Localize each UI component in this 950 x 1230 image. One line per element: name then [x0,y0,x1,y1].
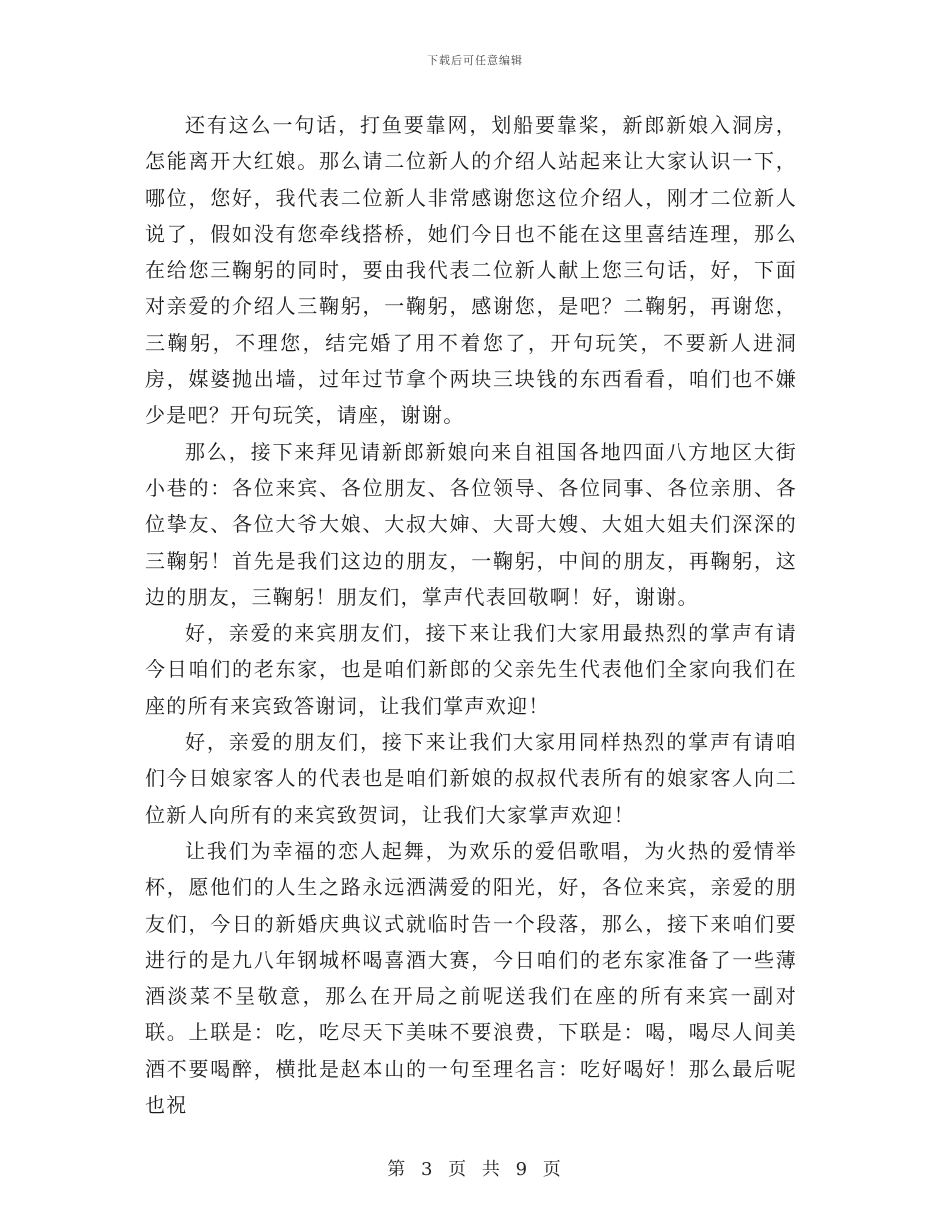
paragraph-father-speech: 好，亲爱的来宾朋友们，接下来让我们大家用最热烈的掌声有请今日咱们的老东家，也是咱们新郎的父亲先生代表他们全家向我们在座的所有来宾致答谢词，让我们掌声欢迎！ [145,621,797,718]
paragraph-uncle-speech: 好，亲爱的朋友们，接下来让我们大家用同样热烈的掌声有请咱们今日娘家客人的代表也是咱们新娘的叔叔代表所有的娘家客人向二位新人向所有的来宾致贺词，让我们大家掌声欢迎！ [145,730,797,827]
document-body [145,107,797,1123]
page-number: 第 3 页 共 9 页 [387,1159,563,1180]
page-header: 下载后可任意编辑 [427,54,523,67]
paragraph-closing: 让我们为幸福的恋人起舞，为欢乐的爱侣歌唱，为火热的爱情举杯，愿他们的人生之路永远洒满爱的阳光，好，各位来宾，亲爱的朋友们，今日的新婚庆典议式就临时告一个段落，那么，接下来咱们要进行的是九八年钢城杯喝喜酒大赛，今日咱们的老东家准备了一些薄酒淡菜不呈敬意，那么在开局之前呢送我们在座的所有来宾一副对联。上联是：吃，吃尽天下美味不要浪费，下联是：喝，喝尽人间美酒不要喝醉，横批是赵本山的一句至理名言：吃好喝好！那么最后呢也祝 [145,838,797,1118]
paragraph-bow-to-guests: 那么，接下来拜见请新郎新娘向来自祖国各地四面八方地区大街小巷的：各位来宾、各位朋友、各位领导、各位同事、各位亲朋、各位挚友、各位大爷大娘、大叔大婶、大哥大嫂、大姐大姐夫们深深的三鞠躬！首先是我们这边的朋友，一鞠躬，中间的朋友，再鞠躬，这边的朋友，三鞠躬！朋友们，掌声代表回敬啊！好，谢谢。 [145,439,797,609]
paragraph-introducer: 还有这么一句话，打鱼要靠网，划船要靠桨，新郎新娘入洞房，怎能离开大红娘。那么请二位新人的介绍人站起来让大家认识一下，哪位，您好，我代表二位新人非常感谢您这位介绍人，刚才二位新人说了，假如没有您牵线搭桥，她们今日也不能在这里喜结连理，那么在给您三鞠躬的同时，要由我代表二位新人献上您三句话，好，下面对亲爱的介绍人三鞠躬，一鞠躬，感谢您，是吧？二鞠躬，再谢您，三鞠躬，不理您，结完婚了用不着您了，开句玩笑，不要新人进洞房，媒婆抛出墙，过年过节拿个两块三块钱的东西看看，咱们也不嫌少是吧？开句玩笑，请座，谢谢。 [145,113,797,428]
